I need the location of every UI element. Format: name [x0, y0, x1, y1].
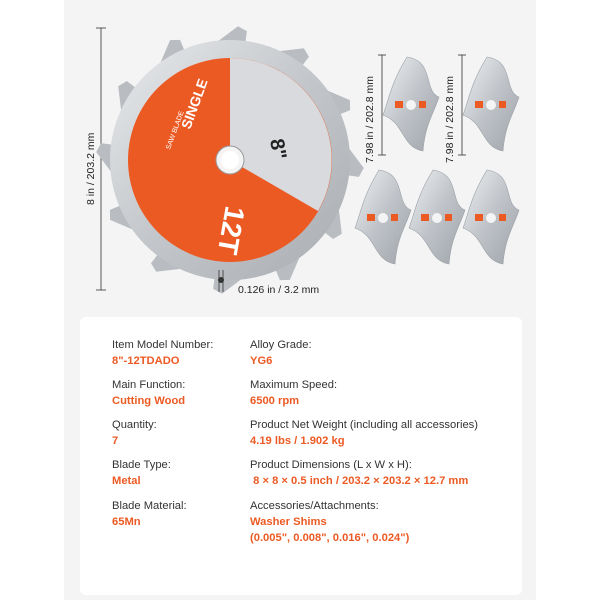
spec-model [112, 337, 213, 369]
spec-label: Quantity: [112, 419, 157, 431]
spec-blade-type [112, 457, 171, 489]
blade-teeth-mark: 12T [211, 203, 251, 257]
spec-value: 6500 rpm [250, 395, 300, 407]
spec-card [80, 317, 522, 595]
spec-net-weight [250, 417, 478, 449]
spec-max-speed [250, 377, 337, 409]
blade-thickness-label: 0.126 in / 3.2 mm [238, 284, 320, 296]
blade-sub-band: SAW BLADE [165, 110, 186, 151]
spec-value: 8"-12TDADO [112, 355, 180, 367]
spec-label: Alloy Grade: [250, 339, 312, 351]
washer-shim [463, 170, 519, 264]
shim-height-label-1: 7.98 in / 202.8 mm [364, 76, 376, 163]
spec-function [112, 377, 185, 409]
blade-brand-band: SINGLE [177, 76, 211, 132]
spec-value: Cutting Wood [112, 395, 186, 407]
washer-shims [355, 57, 519, 264]
saw-blade [96, 26, 364, 294]
spec-value-detail: (0.005", 0.008", 0.016", 0.024") [250, 532, 410, 544]
spec-value: 7 [112, 435, 119, 447]
spec-label: Item Model Number: [112, 339, 214, 351]
blade-size-mark: 8" [265, 137, 291, 162]
spec-value: 4.19 lbs / 1.902 kg [250, 435, 345, 447]
spec-label: Maximum Speed: [250, 379, 338, 391]
spec-value: YG6 [250, 355, 273, 367]
spec-label: Accessories/Attachments: [250, 500, 379, 512]
spec-dimensions [250, 457, 468, 489]
spec-label: Product Dimensions (L x W x H): [250, 459, 412, 471]
spec-quantity [112, 417, 157, 449]
washer-shim [383, 57, 439, 151]
shim-height-dimension-1 [378, 55, 386, 155]
spec-alloy-grade [250, 337, 312, 369]
washer-shim [463, 57, 519, 151]
spec-label: Blade Material: [112, 500, 187, 512]
shim-height-label-2: 7.98 in / 202.8 mm [444, 76, 456, 163]
spec-value: Washer Shims [250, 516, 327, 528]
spec-label: Product Net Weight (including all accessories) [250, 419, 478, 431]
spec-value: 65Mn [112, 516, 141, 528]
washer-shim [409, 170, 465, 264]
spec-label: Main Function: [112, 379, 186, 391]
spec-blade-material [112, 498, 187, 530]
shim-height-dimension-2 [458, 55, 466, 155]
spec-label: Blade Type: [112, 459, 171, 471]
spec-value: Metal [112, 475, 141, 487]
spec-value: 8 × 8 × 0.5 inch / 203.2 × 203.2 × 12.7 mm [250, 475, 469, 487]
spec-accessories [250, 498, 409, 546]
blade-height-label: 8 in / 203.2 mm [85, 132, 97, 205]
washer-shim [355, 170, 411, 264]
